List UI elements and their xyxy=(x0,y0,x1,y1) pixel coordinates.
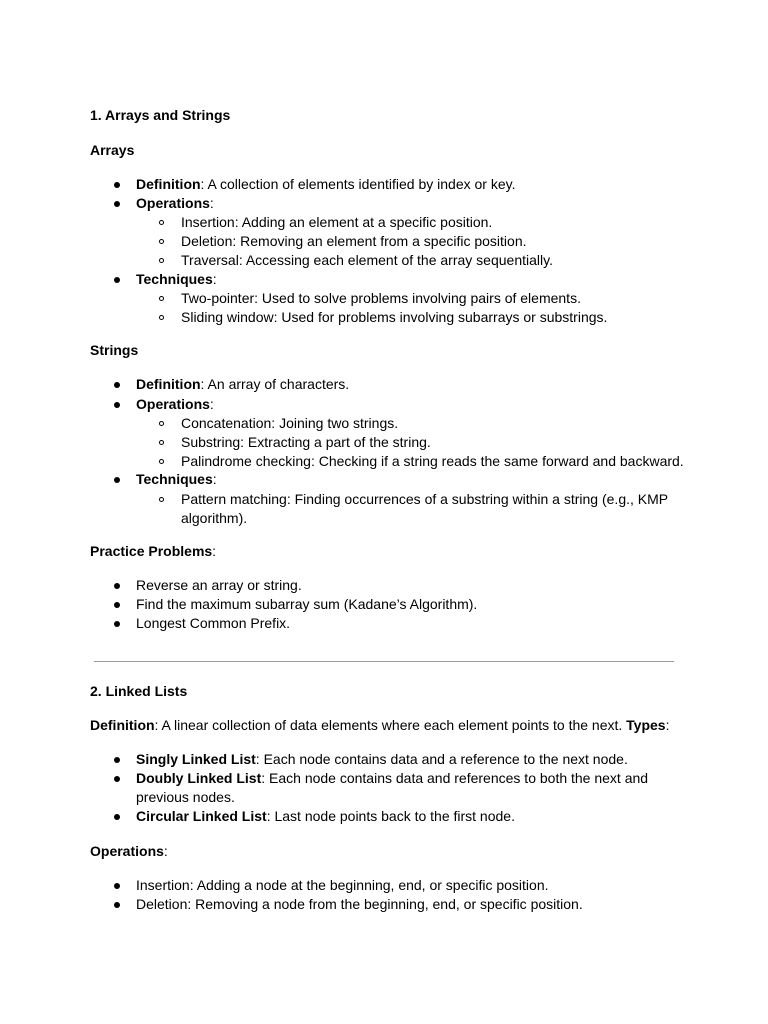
colon: : xyxy=(209,396,214,412)
operations-heading xyxy=(90,842,168,861)
item-text: : Each node contains data and a reference to the next node. xyxy=(255,751,628,767)
arrays-techniques-label xyxy=(136,270,217,289)
list-item: Palindrome checking: Checking if a string reads the same forward and backward. xyxy=(181,453,684,469)
section-2-heading: 2. Linked Lists xyxy=(90,683,188,699)
horizontal-divider xyxy=(94,661,674,662)
bullet-icon xyxy=(114,757,120,763)
colon: : xyxy=(212,543,217,559)
sub-bullet-icon xyxy=(159,440,164,445)
list-item: Deletion: Removing a node from the beginning, end, or specific position. xyxy=(136,896,583,912)
strings-techniques-label xyxy=(136,470,217,489)
term: Operations xyxy=(136,195,210,211)
arrays-operations-label xyxy=(136,194,214,213)
strings-definition xyxy=(136,375,349,394)
arrays-heading: Arrays xyxy=(90,142,135,158)
colon: : xyxy=(212,271,217,287)
item-text: : Each node contains data and references to both the next and xyxy=(261,770,649,786)
list-item: Longest Common Prefix. xyxy=(136,615,291,631)
list-item-continuation: algorithm). xyxy=(181,510,248,526)
types-term: Types xyxy=(626,717,666,733)
list-item: Insertion: Adding a node at the beginning, end, or specific position. xyxy=(136,877,549,893)
definition-text: : A collection of elements identified by index or key. xyxy=(200,176,516,192)
strings-heading: Strings xyxy=(90,342,139,358)
list-item xyxy=(136,807,515,826)
sub-bullet-icon xyxy=(159,459,164,464)
term: Definition xyxy=(136,176,201,192)
list-item: Sliding window: Used for problems involving subarrays or substrings. xyxy=(181,309,608,325)
term: Circular Linked List xyxy=(136,808,267,824)
list-item: Two-pointer: Used to solve problems involving pairs of elements. xyxy=(181,290,581,306)
sub-bullet-icon xyxy=(159,315,164,320)
bullet-icon xyxy=(114,621,120,627)
colon: : xyxy=(212,471,217,487)
practice-heading xyxy=(90,542,216,561)
strings-operations-label xyxy=(136,395,214,414)
bullet-icon xyxy=(114,602,120,608)
bullet-icon xyxy=(114,201,120,207)
list-item: Find the maximum subarray sum (Kadane’s Algorithm). xyxy=(136,596,478,612)
item-text: : Last node points back to the first node. xyxy=(266,808,515,824)
term: Operations xyxy=(90,843,164,859)
term: Techniques xyxy=(136,271,213,287)
term: Definition xyxy=(136,376,201,392)
sub-bullet-icon xyxy=(159,239,164,244)
colon: : xyxy=(209,195,214,211)
term: Techniques xyxy=(136,471,213,487)
list-item xyxy=(136,769,648,788)
arrays-definition xyxy=(136,175,515,194)
sub-bullet-icon xyxy=(159,497,164,502)
sub-bullet-icon xyxy=(159,258,164,263)
section-1-heading: 1. Arrays and Strings xyxy=(90,107,231,123)
colon: : xyxy=(665,717,670,733)
bullet-icon xyxy=(114,814,120,820)
list-item: Pattern matching: Finding occurrences of a substring within a string (e.g., KMP xyxy=(181,491,669,507)
term: Definition xyxy=(90,717,155,733)
definition-text: : A linear collection of data elements where each element points to the next. xyxy=(154,717,627,733)
list-item-continuation: previous nodes. xyxy=(136,789,235,805)
list-item: Substring: Extracting a part of the string. xyxy=(181,434,431,450)
list-item: Deletion: Removing an element from a specific position. xyxy=(181,233,527,249)
term: Operations xyxy=(136,396,210,412)
bullet-icon xyxy=(114,902,120,908)
term: Practice Problems xyxy=(90,543,213,559)
bullet-icon xyxy=(114,883,120,889)
list-item xyxy=(136,750,628,769)
bullet-icon xyxy=(114,402,120,408)
list-item: Concatenation: Joining two strings. xyxy=(181,415,399,431)
bullet-icon xyxy=(114,382,120,388)
bullet-icon xyxy=(114,776,120,782)
sub-bullet-icon xyxy=(159,220,164,225)
list-item: Traversal: Accessing each element of the array sequentially. xyxy=(181,252,553,268)
linked-list-definition xyxy=(90,716,670,735)
sub-bullet-icon xyxy=(159,296,164,301)
list-item: Reverse an array or string. xyxy=(136,577,302,593)
list-item: Insertion: Adding an element at a specific position. xyxy=(181,214,493,230)
term: Doubly Linked List xyxy=(136,770,262,786)
term: Singly Linked List xyxy=(136,751,256,767)
bullet-icon xyxy=(114,583,120,589)
sub-bullet-icon xyxy=(159,421,164,426)
definition-text: : An array of characters. xyxy=(200,376,350,392)
bullet-icon xyxy=(114,277,120,283)
bullet-icon xyxy=(114,182,120,188)
bullet-icon xyxy=(114,477,120,483)
colon: : xyxy=(163,843,168,859)
